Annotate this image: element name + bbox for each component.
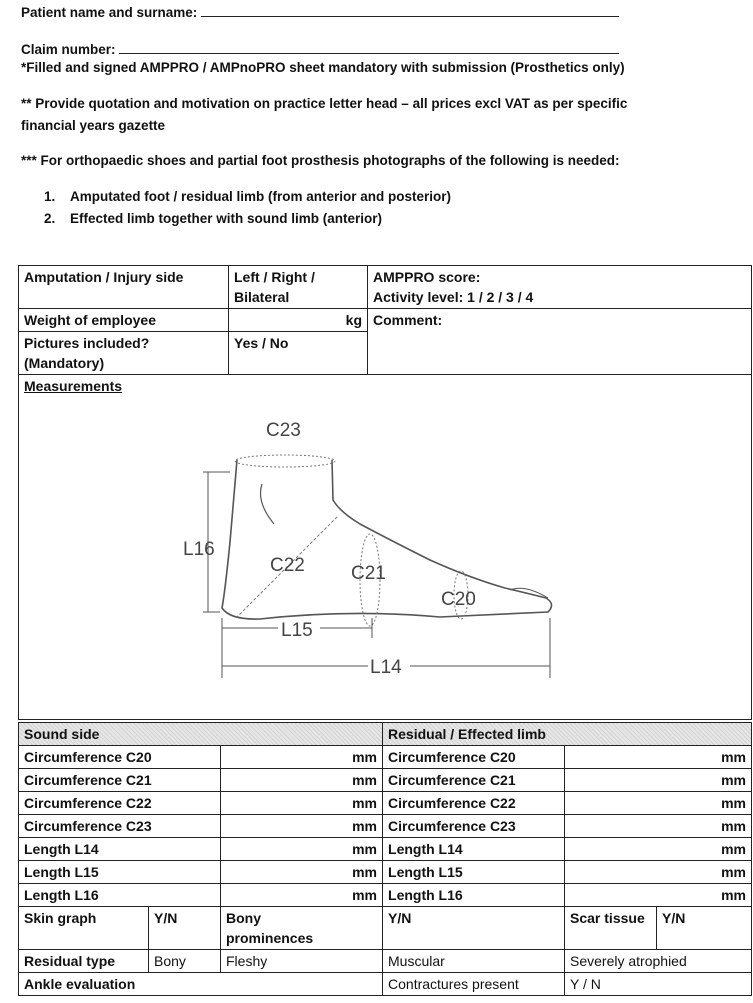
residual-row-label: Circumference C22 [383, 792, 565, 815]
sound-side-header: Sound side [19, 723, 383, 746]
label-c21: C21 [351, 563, 386, 584]
table-row [19, 861, 752, 884]
list-item [44, 211, 382, 226]
residual-row-value-field[interactable]: mm [565, 769, 752, 792]
amppro-score-cell [368, 266, 752, 309]
label-l15: L15 [281, 620, 313, 641]
side-options-line1: Left / Right / [234, 269, 315, 285]
pictures-options[interactable]: Yes / No [229, 332, 368, 375]
measurements-heading: Measurements [24, 378, 123, 394]
claim-number-field[interactable] [119, 41, 619, 54]
amppro-score-label: AMPPRO score: [373, 269, 481, 285]
residual-row-label: Length L14 [383, 838, 565, 861]
sound-row-label: Circumference C22 [19, 792, 221, 815]
side-options-line2: Bilateral [234, 289, 290, 305]
bony-label-line2: prominences [226, 930, 314, 946]
bony-prominences-label [221, 907, 383, 950]
weight-unit: kg [345, 312, 362, 328]
sound-row-label: Length L14 [19, 838, 221, 861]
pictures-label-line1: Pictures included? [24, 335, 150, 351]
sound-row-label: Length L15 [19, 861, 221, 884]
patient-name-row [21, 4, 619, 20]
list-number: 2. [44, 211, 56, 226]
label-c23: C23 [266, 420, 301, 441]
note-quotation-line2: financial years gazette [21, 118, 166, 133]
list-text: Amputated foot / residual limb (from anterior and posterior) [70, 189, 452, 204]
sound-row-value-field[interactable]: mm [221, 884, 383, 907]
sound-row-value-field[interactable]: mm [221, 792, 383, 815]
sound-row-label: Length L16 [19, 884, 221, 907]
residual-row-value-field[interactable]: mm [565, 861, 752, 884]
residual-row-label: Circumference C21 [383, 769, 565, 792]
note-photographs: *** For orthopaedic shoes and partial foot prosthesis photographs of the following is needed: [21, 153, 620, 168]
weight-field[interactable] [229, 309, 368, 332]
sound-row-value-field[interactable]: mm [221, 769, 383, 792]
sound-row-label: Circumference C20 [19, 746, 221, 769]
table-row [19, 792, 752, 815]
list-number: 1. [44, 189, 56, 204]
list-text: Effected limb together with sound limb (anterior) [70, 211, 383, 226]
patient-name-field[interactable] [201, 4, 619, 17]
claim-number-label: Claim number: [21, 42, 116, 57]
comment-cell[interactable] [368, 309, 752, 375]
bony-prominences-options[interactable]: Y/N [383, 907, 565, 950]
sound-row-value-field[interactable]: mm [221, 861, 383, 884]
table-row [19, 838, 752, 861]
label-c22: C22 [270, 555, 305, 576]
activity-level-options[interactable]: Activity level: 1 / 2 / 3 / 4 [373, 289, 534, 305]
sound-row-value-field[interactable]: mm [221, 838, 383, 861]
sound-row-value-field[interactable]: mm [221, 815, 383, 838]
table-row [19, 746, 752, 769]
weight-label: Weight of employee [19, 309, 229, 332]
residual-type-muscular[interactable]: Muscular [383, 950, 565, 973]
skin-graph-options[interactable]: Y/N [149, 907, 221, 950]
c23-ellipse [235, 455, 335, 467]
ankle-curve [261, 484, 275, 524]
sound-row-label: Circumference C21 [19, 769, 221, 792]
measurement-table [18, 722, 752, 996]
skin-graph-label: Skin graph [19, 907, 149, 950]
foot-measurement-diagram [170, 412, 570, 692]
residual-type-bony[interactable]: Bony [149, 950, 221, 973]
residual-row-value-field[interactable]: mm [565, 838, 752, 861]
bony-label-line1: Bony [226, 910, 261, 926]
residual-row-label: Circumference C20 [383, 746, 565, 769]
claim-number-row [21, 41, 619, 57]
label-l14: L14 [370, 657, 402, 678]
contractures-label: Contractures present [383, 973, 565, 996]
ankle-evaluation-label: Ankle evaluation [19, 973, 383, 996]
contractures-options[interactable]: Y / N [565, 973, 752, 996]
label-c20: C20 [441, 589, 476, 610]
comment-label: Comment: [373, 312, 443, 328]
residual-row-value-field[interactable]: mm [565, 746, 752, 769]
residual-type-fleshy[interactable]: Fleshy [221, 950, 383, 973]
residual-type-atrophied[interactable]: Severely atrophied [565, 950, 752, 973]
note-amppro: *Filled and signed AMPPRO / AMPnoPRO sheet mandatory with submission (Prosthetics only) [21, 60, 625, 75]
scar-tissue-label: Scar tissue [565, 907, 657, 950]
residual-row-label: Length L15 [383, 861, 565, 884]
pictures-label-line2: (Mandatory) [24, 355, 105, 371]
note-quotation-line1: ** Provide quotation and motivation on practice letter head – all prices excl VAT as per specific [21, 96, 628, 111]
amputation-side-options[interactable] [229, 266, 368, 309]
residual-row-label: Length L16 [383, 884, 565, 907]
scar-tissue-options[interactable]: Y/N [657, 907, 752, 950]
amputation-side-label: Amputation / Injury side [19, 266, 229, 309]
table-row [19, 769, 752, 792]
residual-limb-header: Residual / Effected limb [383, 723, 752, 746]
sound-row-label: Circumference C23 [19, 815, 221, 838]
pictures-label [19, 332, 229, 375]
table-row [19, 884, 752, 907]
foot-outline [222, 460, 552, 619]
sound-row-value-field[interactable]: mm [221, 746, 383, 769]
label-l16: L16 [183, 539, 215, 560]
list-item [44, 189, 451, 204]
residual-row-value-field[interactable]: mm [565, 815, 752, 838]
residual-type-label: Residual type [19, 950, 149, 973]
table-row [19, 815, 752, 838]
patient-name-label: Patient name and surname: [21, 5, 198, 20]
residual-row-value-field[interactable]: mm [565, 792, 752, 815]
residual-row-value-field[interactable]: mm [565, 884, 752, 907]
residual-row-label: Circumference C23 [383, 815, 565, 838]
